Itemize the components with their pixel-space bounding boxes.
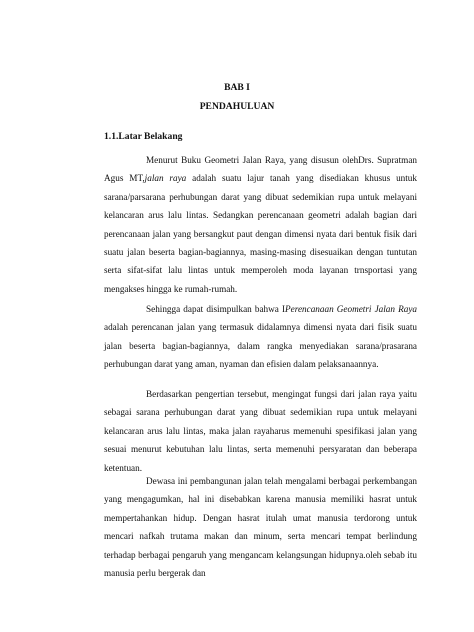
paragraph-4-text: Dewasa ini pembangunan jalan telah mengalami berbagai perkembangan yang mengagumkan, hal ini disebabkan karena manusia memiliki hasrat untuk mempertahankan hidup. Dengan hasrat itulah umat manusia terdorong untuk mencari nafkah trutama makan dan minum, serta mencari tempat berlindung terhadap berbagai pengaruh yang mengancam kelangsungan hidupnya.oleh sebab itu manusia perlu bergerak dan xyxy=(104,476,417,579)
paragraph-1-text: Menurut Buku Geometri Jalan Raya, yang disusun olehDrs. Supratman Agus MT, xyxy=(104,155,417,184)
paragraph-2-text-cont: adalah perencanan jalan yang termasuk didalamnya dimensi nyata dari fisik suatu jalan beserta bagian-bagiannya, dalam rangka menyediakan sarana/prasarana perhubungan darat yang aman, nyaman dan efisien dalam pelaksanaannya. xyxy=(104,322,417,370)
paragraph-1-text-cont: adalah suatu lajur tanah yang disediakan khusus untuk sarana/parsarana perhubungan darat yang dibuat sedemikian rupa untuk melayani kelancaran arus lalu lintas. Sedangkan perencanaan geometri adalah bagian dari perencanaan jalan yang bersangkut paut dengan dimensi nyata dari bentuk fisik dari suatu jalan beserta bagian-bagiannya, masing-masing disesuaikan dengan tuntutan serta sifat-sifat lalu lintas untuk memperoleh moda layanan trnsportasi yang mengakses hingga ke rumah-rumah. xyxy=(104,173,417,294)
paragraph-3 xyxy=(104,385,417,477)
chapter-number: BAB I xyxy=(224,82,250,93)
paragraph-2 xyxy=(104,300,417,374)
paragraph-1 xyxy=(104,151,417,298)
paragraph-1-italic-term: jalan raya xyxy=(144,173,187,184)
paragraph-4 xyxy=(104,472,417,582)
paragraph-2-text: Sehingga dapat disimpulkan bahwa I xyxy=(146,304,286,314)
chapter-title: PENDAHULUAN xyxy=(199,101,275,112)
paragraph-2-italic-term: Perencanaan Geometri Jalan Raya xyxy=(285,304,417,314)
section-heading: 1.1.Latar Belakang xyxy=(104,131,183,142)
paragraph-3-text: Berdasarkan pengertian tersebut, mengingat fungsi dari jalan raya yaitu sebagai sarana perhubungan darat yang dibuat sedemikian rupa untuk melayani kelancaran arus lalu lintas, maka jalan rayaharus memenuhi spesifikasi jalan yang sesuai menurut kebutuhan lalu lintas, serta memenuhi persyaratan dan beberapa ketentuan. xyxy=(104,389,417,473)
